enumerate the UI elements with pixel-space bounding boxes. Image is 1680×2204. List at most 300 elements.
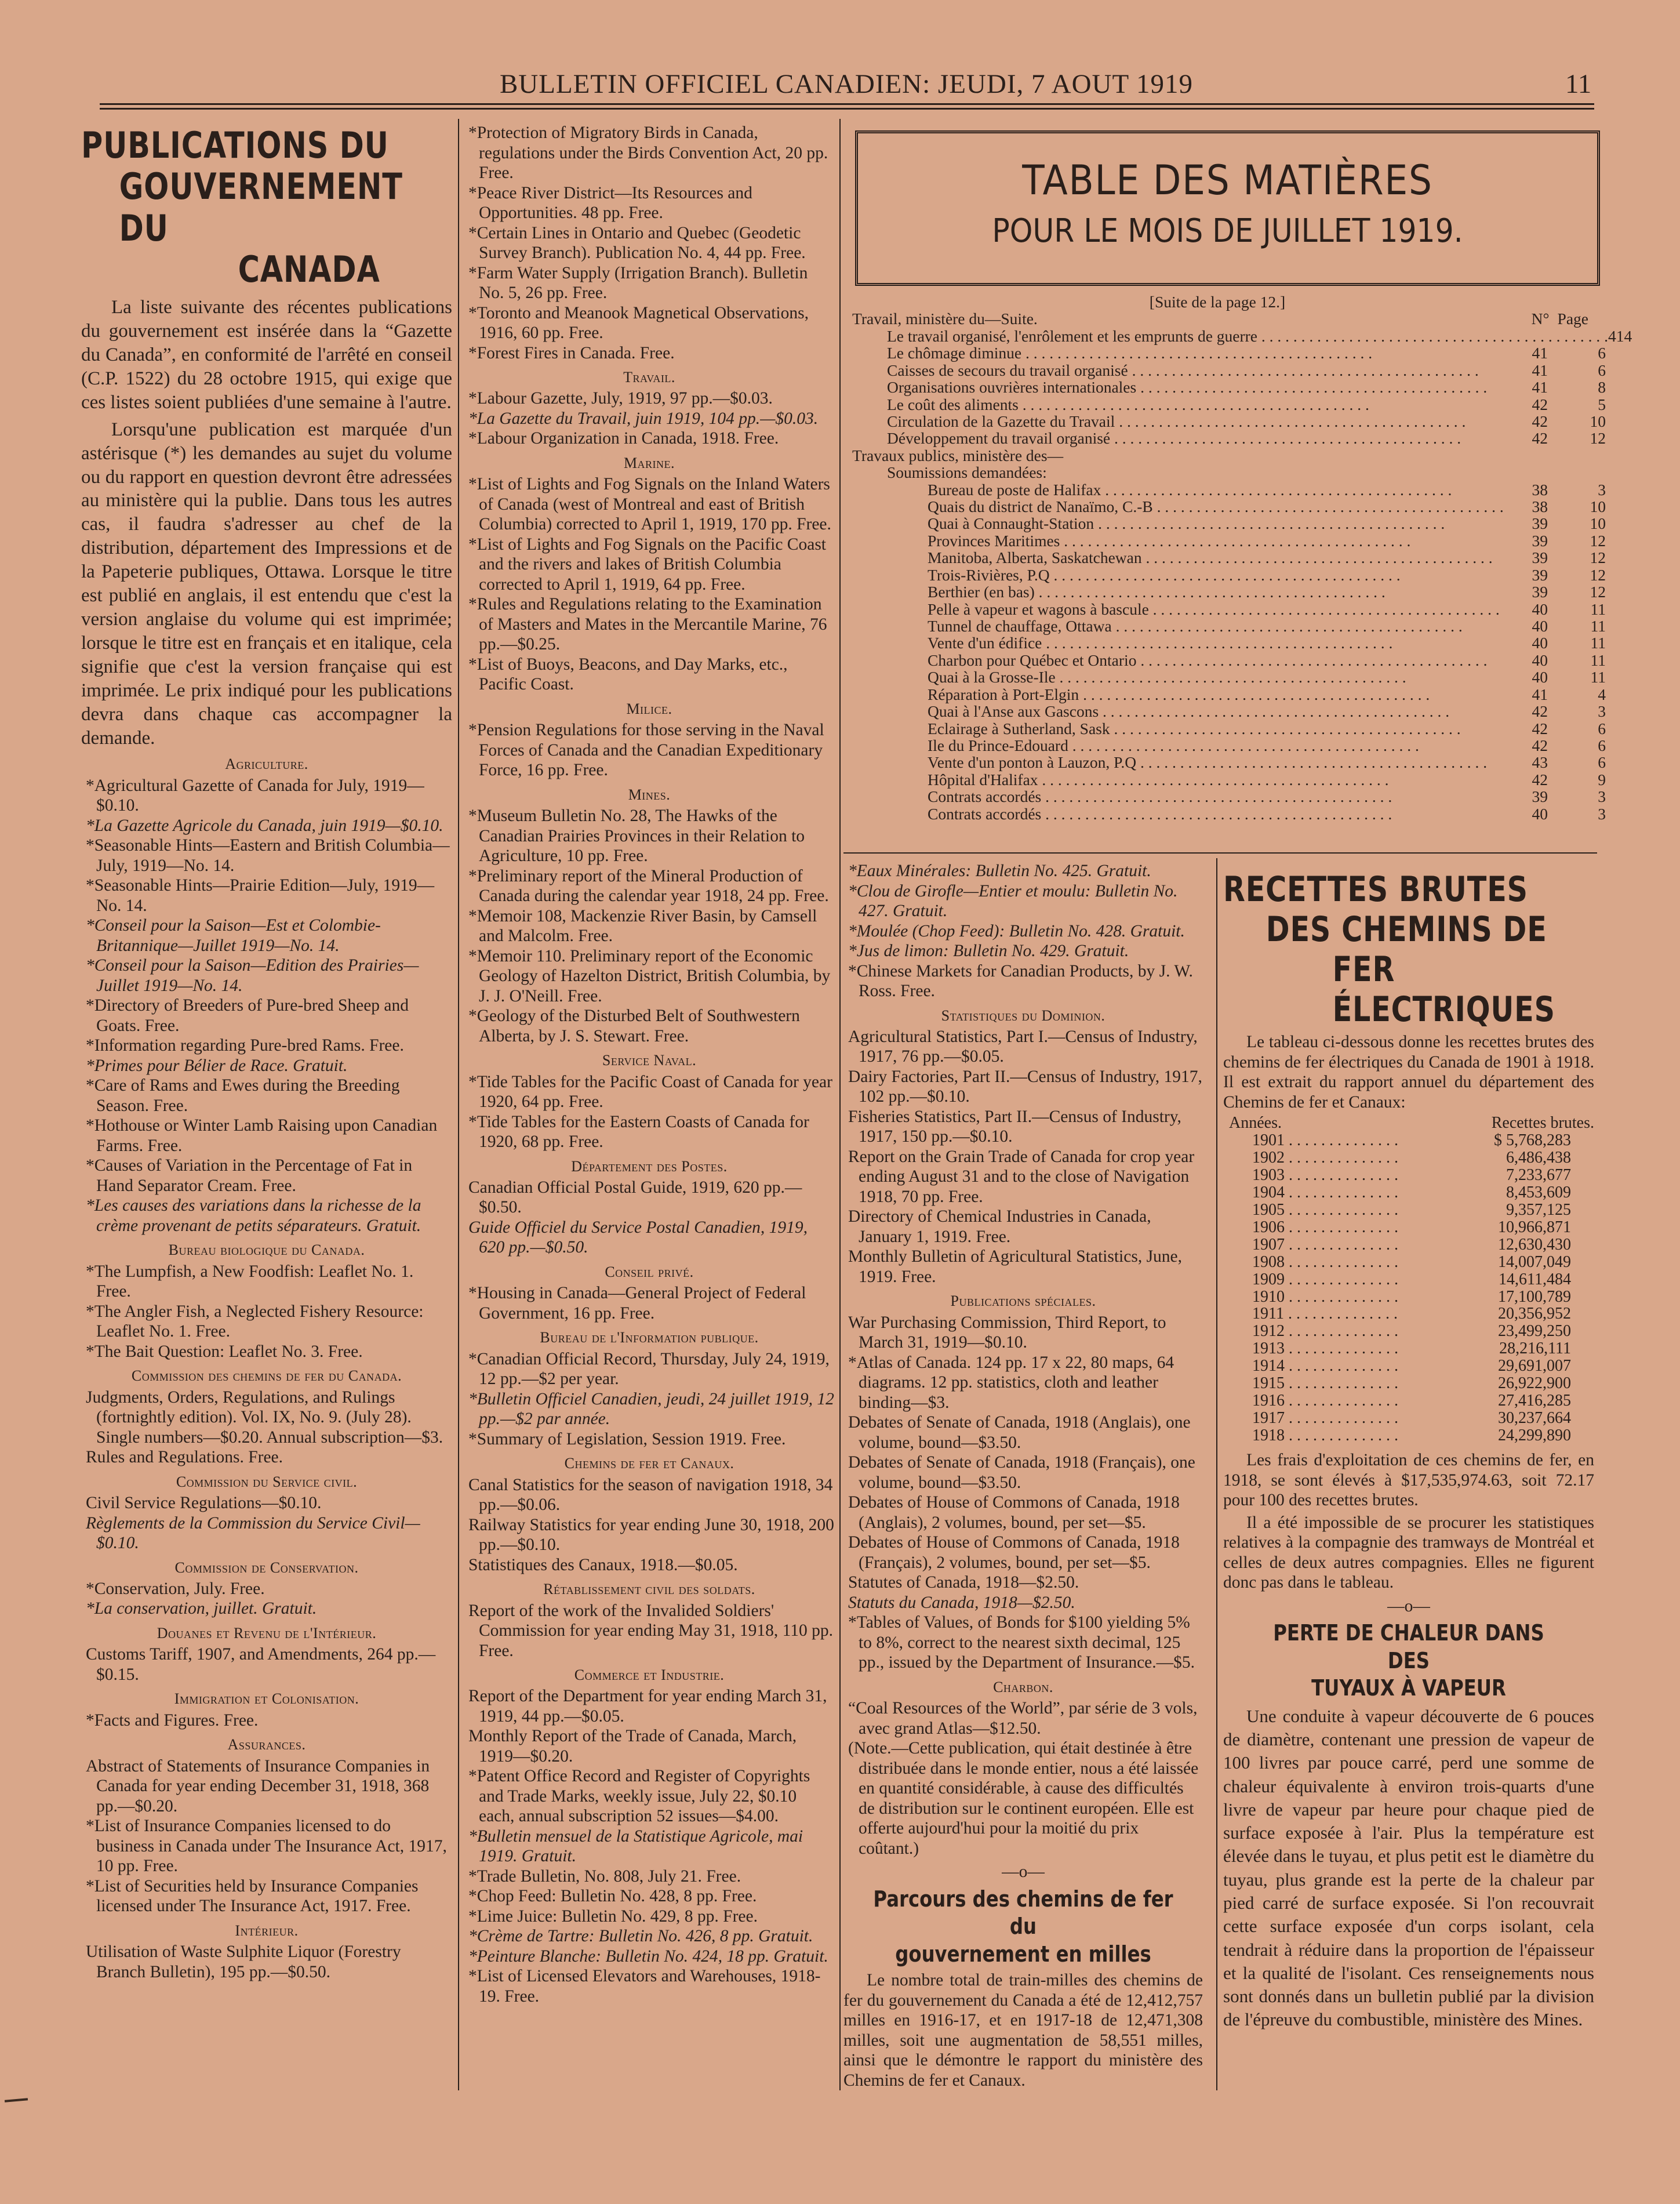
section-heading: Douanes et Revenu de l'Intérieur. [157,1624,377,1642]
publication-entry: Fisheries Statistics, Part II.—Census of Industry, 1917, 150 pp.—$0.10. [848,1107,1181,1146]
chaleur-title-line-1: PERTE DE CHALEUR DANS DES [1273,1620,1544,1673]
publication-entry: *Farm Water Supply (Irrigation Branch). Bulletin No. 5, 26 pp. Free. [468,263,808,302]
publications-intro-2: Lorsqu'une publication est marquée d'un astérisque (*) les demandes au sujet du volume ou du rapport en question devront être adressées au ministère qui la publie. Dans tous les autres cas, il faudra s'adresser au chef de la distribution, département des Impressions et de la Papeterie publiques, Ottawa. Lorsque le titre est publié en anglais, il est entendu que c'est la version anglaise du volume qui est imprimée; lorsque le titre est en français et en italique, cela signifie que c'est la version française qui est imprimée. Le prix indiqué pour les publications devra dans chaque cas accompagner la demande. [81,419,452,749]
toc-row-label: Berthier (en bas) . . . . . . . . . . . . . . . . . . . . . . . . . . . . . . . . . . . . . . . . . . . . [928,583,1386,601]
publication-entry: *Tables of Values, of Bonds for $100 yielding 5% to 8%, correct to the nearest sixth decimal, 125 pp., issued by the Department of Insurance.—$5. [848,1613,1195,1672]
section-heading: Service Naval. [602,1052,697,1069]
section-heading: Rétablissement civil des soldats. [543,1581,755,1598]
column-1 [81,125,452,1982]
section-heading: Bureau biologique du Canada. [168,1241,365,1259]
publication-entry: *Peinture Blanche: Bulletin No. 424, 18 pp. Gratuit. [468,1947,828,1966]
recettes-year: 1909 . . . . . . . . . . . . . . [1252,1270,1398,1288]
toc-row [852,601,1606,618]
toc-row [852,430,1606,446]
recettes-value: 10,966,871 [1498,1218,1571,1236]
toc-title-box [855,130,1600,286]
toc-row [852,498,1606,515]
publication-entry: Report of the work of the Invalided Soldiers' Commission for year ending May 31, 1918, 110 pp. Free. [468,1601,833,1660]
recettes-value: 12,630,430 [1498,1235,1571,1254]
section-heading: Commerce et Industrie. [574,1666,725,1684]
toc-row-page: 3 [1598,804,1606,823]
recettes-year: 1908 . . . . . . . . . . . . . . [1252,1252,1398,1271]
toc-row [852,515,1606,532]
recettes-year: 1915 . . . . . . . . . . . . . . [1252,1374,1398,1393]
recettes-table [1223,1114,1594,1444]
toc-subtitle: POUR LE MOIS DE JUILLET 1919. [992,212,1463,250]
toc-row-label: Trois-Rivières, P.Q . . . . . . . . . . . . . . . . . . . . . . . . . . . . . . . . . . . . . . . . . . . . [928,565,1401,584]
toc-row-label: Caisses de secours du travail organisé . . . . . . . . . . . . . . . . . . . . . . . . . . . . . . . . . . . . . . . . . . . . [887,361,1479,379]
section-heading: Bureau de l'Information publique. [540,1329,759,1346]
publication-entry: *Atlas of Canada. 124 pp. 17 x 22, 80 maps, 64 diagrams. 12 pp. statistics, cloth and leather binding—$3. [848,1353,1174,1412]
publication-entry: *Labour Organization in Canada, 1918. Free. [468,429,779,448]
publication-entry: Statistiques des Canaux, 1918.—$0.05. [468,1555,738,1574]
section-heading: Charbon. [993,1678,1053,1695]
publication-entry: *Jus de limon: Bulletin No. 429. Gratuit. [848,942,1129,960]
toc-row-number: 42 [1532,395,1548,413]
column-rule-3 [1216,858,1217,2090]
toc-col-page: Page [1557,310,1588,328]
toc-row [852,618,1606,634]
publication-entry: *Geology of the Disturbed Belt of Southwestern Alberta, by J. S. Stewart. Free. [468,1007,800,1045]
recettes-value: 14,611,484 [1499,1270,1571,1288]
publication-entry: *Conseil pour la Saison—Est et Colombie-Britannique—Juillet 1919—No. 14. [86,916,381,955]
publication-entry: Directory of Chemical Industries in Canada, January 1, 1919. Free. [848,1207,1151,1246]
toc-row-label: Provinces Maritimes . . . . . . . . . . . . . . . . . . . . . . . . . . . . . . . . . . . . . . . . . . . . [928,531,1411,550]
recettes-value: 23,499,250 [1498,1322,1571,1341]
toc-row [852,532,1606,549]
recettes-intro: Le tableau ci-dessous donne les recettes brutes des chemins de fer électriques du Canada de 1901 à 1918. Il est extrait du rapport annuel du département des Chemins de fer et Canaux: [1223,1033,1594,1112]
toc-row [852,754,1606,771]
publication-entry: Dairy Factories, Part II.—Census of Industry, 1917, 102 pp.—$0.10. [848,1067,1202,1106]
chaleur-title-line-2: TUYAUX À VAPEUR [1311,1675,1506,1701]
toc-row-number: 39 [1532,565,1548,584]
toc-row [852,703,1606,720]
recettes-row [1223,1323,1594,1340]
publication-entry: *Causes of Variation in the Percentage of Fat in Hand Separator Cream. Free. [86,1156,413,1195]
publication-entry: *Memoir 108, Mackenzie River Basin, by Camsell and Malcolm. Free. [468,906,817,946]
toc-row-number: 40 [1532,617,1548,636]
toc-row-page: 6 [1598,344,1606,362]
section-heading: Assurances. [227,1736,306,1753]
recettes-value: 14,007,049 [1498,1252,1571,1271]
recettes-row [1223,1254,1594,1271]
recettes-row [1223,1288,1594,1306]
recettes-value: $ 5,768,283 [1494,1131,1571,1149]
publication-entry: *Preliminary report of the Mineral Production of Canada during the calendar year 1918, 24 pp. Free. [468,866,829,906]
publication-entry: Monthly Bulletin of Agricultural Statistics, June, 1919. Free. [848,1247,1183,1286]
toc-row-page: 9 [1598,770,1606,789]
chaleur-title [1251,1620,1566,1702]
publication-entry: *Les causes des variations dans la richesse de la crème provenant de petits séparateurs. Gratuit. [86,1196,421,1235]
toc-col-no: N° [1531,310,1550,328]
publication-entry: Canal Statistics for the season of navigation 1918, 34 pp.—$0.06. [468,1475,833,1515]
toc-body [852,293,1632,823]
toc-row-label: Vente d'un édifice . . . . . . . . . . . . . . . . . . . . . . . . . . . . . . . . . . . . . . . . . . . . [928,634,1393,652]
recettes-rows [1223,1132,1594,1444]
publication-entry: *Crème de Tartre: Bulletin No. 426, 8 pp. Gratuit. [468,1927,813,1946]
publication-entry: Rules and Regulations. Free. [86,1448,283,1467]
recettes-year: 1903 . . . . . . . . . . . . . . [1252,1165,1398,1184]
publication-entry: *Summary of Legislation, Session 1919. Free. [468,1429,786,1448]
toc-row-label: Ile du Prince-Edouard . . . . . . . . . . . . . . . . . . . . . . . . . . . . . . . . . . . . . . . . . . . . [928,736,1419,754]
ornament: —o— [1002,1862,1045,1882]
publication-entry: *Housing in Canada—General Project of Federal Government, 16 pp. Free. [468,1284,806,1323]
publication-entry: *Museum Bulletin No. 28, The Hawks of the Canadian Prairies Provinces in their Relation to Agriculture, 10 pp. Free. [468,807,805,866]
publication-entry: *Bulletin mensuel de la Statistique Agricole, mai 1919. Gratuit. [468,1827,803,1866]
toc-row-page: 11 [1590,651,1606,669]
toc-row [852,720,1606,737]
toc-row-page: 6 [1598,753,1606,772]
toc-row-number: 42 [1532,770,1548,789]
toc-row [852,379,1606,395]
section-heading: Intérieur. [235,1922,299,1939]
toc-row [852,771,1606,788]
toc-row-page: 8 [1598,378,1606,397]
publication-entry: *List of Insurance Companies licensed to do business in Canada under The Insurance Act, 1917, 10 pp. Free. [86,1817,447,1876]
toc-row [852,344,1606,361]
toc-row-page: 5 [1598,395,1606,413]
section-heading: Commission de Conservation. [174,1559,359,1576]
toc-row-label: Vente d'un ponton à Lauzon, P.Q . . . . . . . . . . . . . . . . . . . . . . . . . . . . . . . . . . . . . . . . . . . . [928,753,1488,772]
publication-entry: *Rules and Regulations relating to the Examination of Masters and Mates in the Mercantile Marine, 76 pp.—$0.25. [468,595,827,654]
toc-bottom-rule [843,852,1597,854]
recettes-title [1223,870,1603,1030]
toc-row-number: 40 [1532,634,1548,652]
toc-row-number: 40 [1532,804,1548,823]
recettes-year: 1902 . . . . . . . . . . . . . . [1252,1148,1398,1167]
publication-entry: Canadian Official Postal Guide, 1919, 620 pp.—$0.50. [468,1178,802,1217]
toc-row-page: 6 [1598,719,1606,738]
toc-row-label: Quais du district de Nanaïmo, C.-B . . . . . . . . . . . . . . . . . . . . . . . . . . . . . . . . . . . . . . . . . . . . [928,498,1504,516]
toc-row [852,396,1606,413]
publication-entry: *Conservation, July. Free. [86,1579,265,1598]
publication-entry: *Care of Rams and Ewes during the Breeding Season. Free. [86,1076,400,1115]
toc-row-number: 39 [1532,514,1548,533]
toc-row-number: 38 [1532,480,1548,499]
toc-row-page: 11 [1590,668,1606,687]
toc-row [852,549,1606,566]
toc-row-page: 6 [1598,361,1606,379]
toc-row-number: 42 [1532,429,1548,448]
toc-row-page: 12 [1590,583,1606,601]
recettes-value: 8,453,609 [1506,1183,1571,1201]
recettes-row [1223,1392,1594,1410]
toc-group-sub: Soumissions demandées: [887,463,1047,482]
recettes-row [1223,1271,1594,1288]
toc-group-title: Travail, ministère du—Suite. [852,310,1038,328]
toc-row-label: Contrats accordés . . . . . . . . . . . . . . . . . . . . . . . . . . . . . . . . . . . . . . . . . . . . [928,804,1392,823]
toc-row-label: Eclairage à Sutherland, Sask . . . . . . . . . . . . . . . . . . . . . . . . . . . . . . . . . . . . . . . . . . . . [928,719,1461,738]
recettes-value: 29,691,007 [1498,1357,1571,1375]
toc-row-page: 6 [1598,736,1606,754]
publication-entry: Civil Service Regulations—$0.10. [86,1494,322,1513]
publication-entry: *List of Securities held by Insurance Companies licensed under The Insurance Act, 1917. Free. [86,1876,419,1916]
toc-row-number: 41 [1532,685,1548,703]
recettes-row [1223,1305,1594,1323]
toc-row [852,805,1606,822]
section-heading: Mines. [628,786,671,803]
parcours-title [871,1886,1176,1969]
recettes-p1: Les frais d'exploitation de ces chemins de fer, en 1918, se sont élevés à $17,535,974.63, soit 72.17 pour 100 des recettes brutes. [1223,1451,1594,1510]
publication-entry: *Memoir 110. Preliminary report of the Economic Geology of Hazelton District, British Columbia, by J. J. O'Neill. Free. [468,946,831,1005]
parcours-title-line-1: Parcours des chemins de fer du [873,1886,1173,1940]
column-3 [843,861,1203,2093]
publication-entry: Monthly Report of the Trade of Canada, March, 1919—$0.20. [468,1727,797,1766]
section-heading: Milice. [626,700,672,717]
publication-entry: *Trade Bulletin, No. 808, July 21. Free. [468,1867,741,1886]
toc-row-label: Organisations ouvrières internationales . . . . . . . . . . . . . . . . . . . . . . . . . . . . . . . . . . . . . . . . . . . . [887,378,1488,397]
toc-row-number: 42 [1532,412,1548,430]
recettes-value: 26,922,900 [1498,1374,1571,1393]
publication-entry: Debates of House of Commons of Canada, 1918 (Français), 2 volumes, bound, per set—$5. [848,1533,1180,1572]
publication-entry: Judgments, Orders, Regulations, and Rulings (fortnightly edition). Vol. IX, No. 9. (July 28). Single numbers—$0.20. Annual subscription—$3. [86,1388,443,1447]
toc-row [852,481,1606,498]
publications-list-col1 [81,756,452,1982]
publication-entry: *Information regarding Pure-bred Rams. Free. [86,1036,404,1055]
publications-list-col2 [464,123,835,2006]
section-heading: Travail. [623,369,675,386]
toc-row-label: Tunnel de chauffage, Ottawa . . . . . . . . . . . . . . . . . . . . . . . . . . . . . . . . . . . . . . . . . . . . [928,617,1463,636]
recettes-year: 1904 . . . . . . . . . . . . . . [1252,1183,1398,1201]
toc-row-label: Développement du travail organisé . . . . . . . . . . . . . . . . . . . . . . . . . . . . . . . . . . . . . . . . . . . . [887,429,1461,448]
toc-row [852,737,1606,754]
recettes-value: 27,416,285 [1498,1392,1571,1410]
ornament-2: —o— [1387,1596,1430,1615]
toc-row-page: 10 [1590,498,1606,516]
publication-entry: *La Gazette Agricole du Canada, juin 1919—$0.10. [86,816,443,835]
publication-entry: Debates of Senate of Canada, 1918 (Français), one volume, bound—$3.50. [848,1453,1195,1492]
recettes-col-value: Recettes brutes. [1491,1114,1594,1132]
toc-row-number: 41 [1608,326,1624,345]
section-heading: Agriculture. [225,756,308,773]
recettes-title-line-2: DES CHEMINS DE [1266,909,1547,950]
toc-row-page: 12 [1590,531,1606,550]
publication-entry: *The Angler Fish, a Neglected Fishery Resource: Leaflet No. 1. Free. [86,1302,424,1341]
toc-entries [852,310,1632,823]
toc-row-page: 4 [1624,326,1632,345]
publication-entry: Abstract of Statements of Insurance Companies in Canada for year ending December 31, 1918, 368 pp.—$0.20. [86,1756,430,1816]
toc-row-page: 3 [1598,480,1606,499]
chaleur-text: Une conduite à vapeur découverte de 6 pouces de diamètre, contenant une pression de vapeur de 100 livres par pouce carré, perd une somme de chaleur équivalente à environ trois-quarts d'une livre de vapeur par heure pour chaque pied de surface exposée à l'air. Plus la température est élevée dans le tuyau, et plus petit est le diamètre du tuyau, plus grande est la perte de la chaleur par pied carré de surface exposée. Si l'on recouvrait cette surface exposée d'un corps isolant, cela tendrait à réduire dans la proportion de l'épaisseur et la qualité de l'isolant. Ces renseignements nous sont donnés dans un bulletin publié par la division de l'épreuve du combustible, ministère des Mines. [1223,1705,1594,2030]
recettes-col-year: Années. [1229,1114,1282,1132]
publication-entry: *Conseil pour la Saison—Edition des Prairies—Juillet 1919—No. 14. [86,956,419,995]
recettes-value: 30,237,664 [1498,1409,1571,1428]
toc-row-label: Pelle à vapeur et wagons à bascule . . . . . . . . . . . . . . . . . . . . . . . . . . . . . . . . . . . . . . . . . . . . [928,600,1500,618]
toc-row-label: Réparation à Port-Elgin . . . . . . . . . . . . . . . . . . . . . . . . . . . . . . . . . . . . . . . . . . . . [928,685,1430,703]
header-rule-2 [100,108,1594,110]
toc-row [852,362,1606,379]
recettes-year: 1911 . . . . . . . . . . . . . . [1252,1305,1398,1323]
publication-entry: Railway Statistics for year ending June 30, 1918, 200 pp.—$0.10. [468,1515,834,1555]
toc-row-number: 42 [1532,736,1548,754]
toc-row-number: 39 [1532,787,1548,806]
toc-row-number: 41 [1532,378,1548,397]
publications-intro-1: La liste suivante des récentes publications du gouvernement est insérée dans la “Gazette du Canada”, en conformité de l'arrêté en conseil (C.P. 1522) du 28 octobre 1915, qui exige que ces listes soient publiées d'une semaine à l'autre. [81,297,452,413]
section-heading: Chemins de fer et Canaux. [564,1455,734,1472]
header-rule [100,103,1594,105]
recettes-row [1223,1236,1594,1254]
recettes-year: 1901 . . . . . . . . . . . . . . [1252,1131,1398,1149]
toc-suite: [Suite de la page 12.] [1149,293,1286,311]
publication-entry: *Eaux Minérales: Bulletin No. 425. Gratuit. [848,862,1151,880]
toc-row [852,634,1606,651]
toc-row-number: 40 [1532,668,1548,687]
publication-entry: *Bulletin Officiel Canadien, jeudi, 24 juillet 1919, 12 pp.—$2 par année. [468,1389,834,1429]
publication-entry: War Purchasing Commission, Third Report, to March 31, 1919—$0.10. [848,1313,1166,1352]
recettes-year: 1914 . . . . . . . . . . . . . . [1252,1357,1398,1375]
publication-entry: Report on the Grain Trade of Canada for crop year ending August 31 and to the close of Navigation 1918, 70 pp. Free. [848,1147,1195,1206]
publication-entry: Debates of Senate of Canada, 1918 (Anglais), one volume, bound—$3.50. [848,1413,1191,1452]
publication-entry: *Tide Tables for the Pacific Coast of Canada for year 1920, 64 pp. Free. [468,1072,832,1112]
section-heading: Marine. [623,454,675,471]
recettes-value: 17,100,789 [1498,1287,1571,1306]
publication-entry: *List of Buoys, Beacons, and Day Marks, etc., Pacific Coast. [468,655,788,694]
recettes-table-header [1223,1114,1594,1132]
recettes-row [1223,1167,1594,1184]
section-heading: Publications spéciales. [950,1292,1096,1310]
recettes-row [1223,1340,1594,1357]
toc-row [852,788,1606,805]
recettes-p2: Il a été impossible de se procurer les statistiques relatives à la compagnie des tramways de Montréal et celles de deux autres compagnies. Elles ne figurent donc pas dans le tableau. [1223,1513,1594,1592]
publication-entry: *Lime Juice: Bulletin No. 429, 8 pp. Free. [468,1907,758,1926]
recettes-year: 1905 . . . . . . . . . . . . . . [1252,1200,1398,1219]
toc-row-page: 3 [1598,787,1606,806]
publication-entry: *Seasonable Hints—Eastern and British Columbia—July, 1919—No. 14. [86,836,450,875]
recettes-value: 24,299,890 [1498,1426,1571,1445]
publication-entry: *La Gazette du Travail, juin 1919, 104 pp.—$0.03. [468,409,819,428]
publication-entry: *Toronto and Meanook Magnetical Observations, 1916, 60 pp. Free. [468,303,809,342]
section-heading: Commission du Service civil. [176,1473,358,1490]
toc-row-label: Contrats accordés . . . . . . . . . . . . . . . . . . . . . . . . . . . . . . . . . . . . . . . . . . . . [928,787,1392,806]
toc-row-label: Quai à Connaught-Station . . . . . . . . . . . . . . . . . . . . . . . . . . . . . . . . . . . . . . . . . . . . [928,514,1445,533]
publication-entry: *Chinese Markets for Canadian Products, by J. W. Ross. Free. [848,961,1193,1000]
publications-title-line-2: GOUVERNEMENT DU [119,165,403,249]
publication-entry: *Clou de Girofle—Entier et moulu: Bulletin No. 427. Gratuit. [848,881,1178,920]
section-heading: Conseil privé. [605,1263,694,1280]
publications-title-line-1: PUBLICATIONS DU [81,124,389,166]
publication-entry: *The Bait Question: Leaflet No. 3. Free. [86,1342,363,1361]
recettes-row [1223,1184,1594,1201]
publication-entry: *Agricultural Gazette of Canada for July, 1919—$0.10. [86,776,424,815]
publication-entry: Agricultural Statistics, Part I.—Census of Industry, 1917, 76 pp.—$0.05. [848,1027,1198,1066]
publications-title [81,125,452,290]
toc-row-number: 40 [1532,651,1548,669]
publication-entry: *Directory of Breeders of Pure-bred Sheep and Goats. Free. [86,996,409,1035]
toc-row-label: Le coût des aliments . . . . . . . . . . . . . . . . . . . . . . . . . . . . . . . . . . . . . . . . . . . . [887,395,1369,413]
recettes-year: 1912 . . . . . . . . . . . . . . [1252,1322,1398,1341]
recettes-row [1223,1149,1594,1167]
publication-entry: Debates of House of Commons of Canada, 1918 (Anglais), 2 volumes, bound, per set—$5. [848,1493,1180,1532]
toc-row-number: 38 [1532,498,1548,516]
recettes-row [1223,1201,1594,1219]
publication-entry: *Primes pour Bélier de Race. Gratuit. [86,1056,348,1075]
publication-entry: Report of the Department for year ending March 31, 1919, 44 pp.—$0.05. [468,1687,827,1726]
publication-entry: *La conservation, juillet. Gratuit. [86,1599,317,1618]
publication-entry: *Tide Tables for the Eastern Coasts of Canada for 1920, 68 pp. Free. [468,1112,809,1152]
toc-row [852,669,1606,685]
publication-entry: *Chop Feed: Bulletin No. 428, 8 pp. Free. [468,1887,757,1906]
toc-row [852,413,1606,430]
toc-row [852,583,1606,600]
toc-row-number: 39 [1532,531,1548,550]
publication-entry: *Protection of Migratory Birds in Canada, regulations under the Birds Convention Act, 20 pp. Free. [468,124,828,182]
toc-row-label: Hôpital d'Halifax . . . . . . . . . . . . . . . . . . . . . . . . . . . . . . . . . . . . . . . . . . . . [928,770,1389,789]
toc-row-page: 12 [1590,549,1606,567]
column-rule-2 [839,119,841,2090]
recettes-year: 1916 . . . . . . . . . . . . . . [1252,1392,1398,1410]
publication-entry: *Seasonable Hints—Prairie Edition—July, 1919—No. 14. [86,876,435,915]
publication-entry: *The Lumpfish, a New Foodfish: Leaflet No. 1. Free. [86,1262,414,1301]
toc-row-page: 11 [1590,617,1606,636]
publication-entry: Statutes of Canada, 1918—$2.50. [848,1573,1079,1592]
recettes-value: 7,233,677 [1506,1165,1571,1184]
publication-entry: *Moulée (Chop Feed): Bulletin No. 428. Gratuit. [848,921,1185,941]
publication-entry: *List of Lights and Fog Signals on the Inland Waters of Canada (west of Montreal and east of British Columbia) corrected to April 1, 1919, 170 pp. Free. [468,475,831,534]
section-heading: Département des Postes. [571,1157,728,1175]
column-2 [464,123,835,2006]
toc-row-number: 42 [1532,719,1548,738]
recettes-value: 28,216,111 [1499,1339,1571,1358]
toc-row-page: 12 [1590,565,1606,584]
toc-row-label: Le chômage diminue . . . . . . . . . . . . . . . . . . . . . . . . . . . . . . . . . . . . . . . . . . . . [887,344,1373,362]
parcours-title-line-2: gouvernement en milles [895,1941,1151,1967]
publication-entry: *Labour Gazette, July, 1919, 97 pp.—$0.03. [468,389,773,408]
publication-entry: (Note.—Cette publication, qui était destinée à être distribuée dans le monde entier, nous a été laissée en quantité considérable, à cause des difficultés de distribution sur le continent européen. Elle est offerte aujourd'hui pour la moitié du prix coûtant.) [848,1739,1199,1858]
toc-row [852,567,1606,583]
recettes-value: 9,357,125 [1506,1200,1571,1219]
toc-row-page: 12 [1590,429,1606,448]
section-heading: Statistiques du Dominion. [941,1007,1106,1024]
recettes-year: 1913 . . . . . . . . . . . . . . [1252,1339,1398,1358]
publication-entry: Guide Officiel du Service Postal Canadien, 1919, 620 pp.—$0.50. [468,1218,808,1257]
publications-title-line-3: CANADA [238,248,380,291]
toc-row-page: 3 [1598,702,1606,721]
recettes-year: 1918 . . . . . . . . . . . . . . [1252,1426,1398,1445]
recettes-value: 6,486,438 [1506,1148,1571,1167]
publication-entry: *Peace River District—Its Resources and Opportunities. 48 pp. Free. [468,183,752,222]
publication-entry: Utilisation of Waste Sulphite Liquor (Forestry Branch Bulletin), 195 pp.—$0.50. [86,1942,401,1981]
publications-list-col3 [843,861,1203,1858]
toc-row-number: 39 [1532,583,1548,601]
publication-entry: *Facts and Figures. Free. [86,1711,259,1730]
toc-row-label: Manitoba, Alberta, Saskatchewan . . . . . . . . . . . . . . . . . . . . . . . . . . . . . . . . . . . . . . . . . . . . [928,549,1493,567]
publication-entry: *Forest Fires in Canada. Free. [468,343,675,362]
publication-entry: *Canadian Official Record, Thursday, July 24, 1919, 12 pp.—$2 per year. [468,1349,830,1389]
toc-row-page: 10 [1590,514,1606,533]
margin-mark [5,2098,28,2102]
toc-row-page: 11 [1590,600,1606,618]
toc-row-page: 4 [1598,685,1606,703]
toc-row-number: 42 [1532,702,1548,721]
toc-row [852,326,1632,345]
page-header: BULLETIN OFFICIEL CANADIEN: JEUDI, 7 AOUT 1919 [499,69,1194,99]
toc-row-number: 41 [1532,361,1548,379]
toc-row [852,686,1606,703]
toc-row-label: Bureau de poste de Halifax . . . . . . . . . . . . . . . . . . . . . . . . . . . . . . . . . . . . . . . . . . . . [928,480,1452,499]
publication-entry: *Patent Office Record and Register of Copyrights and Trade Marks, weekly issue, July 22, $0.10 each, annual subscription 52 issues—$4.00. [468,1767,810,1826]
toc-first-line [852,310,1606,327]
recettes-year: 1917 . . . . . . . . . . . . . . [1252,1409,1398,1428]
publication-entry: *Certain Lines in Ontario and Quebec (Geodetic Survey Branch). Publication No. 4, 44 pp. Free. [468,223,806,262]
recettes-value: 20,356,952 [1498,1305,1571,1323]
toc-title: TABLE DES MATIÈRES [1022,157,1433,204]
recettes-title-line-1: RECETTES BRUTES [1223,869,1528,910]
toc-row-label: Circulation de la Gazette du Travail . . . . . . . . . . . . . . . . . . . . . . . . . . . . . . . . . . . . . . . . . . . . [887,412,1466,430]
toc-row-number: 40 [1532,600,1548,618]
publication-entry: *List of Lights and Fog Signals on the Pacific Coast and the rivers and lakes of British Columbia corrected to April 1, 1919, 64 pp. Free. [468,535,826,594]
column-4 [1223,870,1594,2034]
toc-row-label: Quai à la Grosse-Ile . . . . . . . . . . . . . . . . . . . . . . . . . . . . . . . . . . . . . . . . . . . . [928,668,1406,687]
